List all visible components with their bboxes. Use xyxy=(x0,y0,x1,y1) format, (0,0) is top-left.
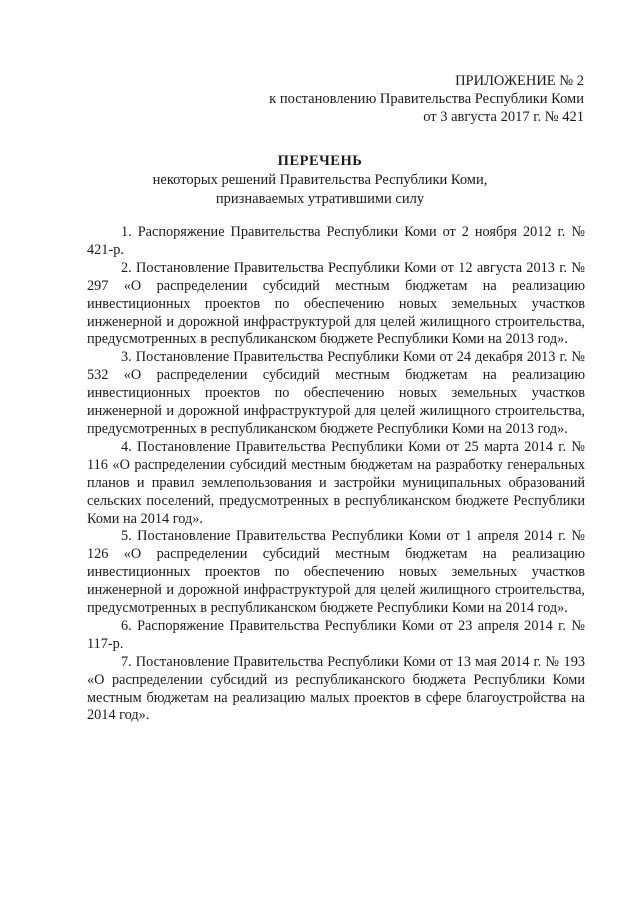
list-item: 2. Постановление Правительства Республики Коми от 12 августа 2013 г. № 297 «О распределении субсидий местным бюджетам на реализацию инвестиционных проектов по обеспечению новых земельных участков инженерной и дорожной инфраструктурой для целей жилищного строительства, предусмотренных в республиканском бюджете Республики Коми на 2013 год». xyxy=(87,259,585,348)
document-heading xyxy=(0,152,640,209)
list-item: 6. Распоряжение Правительства Республики Коми от 23 апреля 2014 г. № 117-р. xyxy=(87,617,585,652)
appendix-resolution-date: от 3 августа 2017 г. № 421 xyxy=(423,109,584,125)
list-item: 4. Постановление Правительства Республики Коми от 25 марта 2014 г. № 116 «О распределении субсидий местным бюджетам на разработку генеральных планов и правил землепользования и застройки муниципальных образований сельских поселений, предусмотренных в республиканском бюджете Республики Коми на 2014 год». xyxy=(87,438,585,527)
document-subtitle-line1: некоторых решений Правительства Республики Коми, xyxy=(152,172,488,188)
document-subtitle-line2: признаваемых утратившими силу xyxy=(215,191,425,207)
decisions-list xyxy=(87,224,585,725)
appendix-header xyxy=(269,72,584,126)
list-item: 5. Постановление Правительства Республики Коми от 1 апреля 2014 г. № 126 «О распределении субсидий местным бюджетам на реализацию инвестиционных проектов по обеспечению новых земельных участков инженерной и дорожной инфраструктурой для целей жилищного строительства, предусмотренных в республиканском бюджете Республики Коми на 2014 год». xyxy=(87,528,585,617)
list-item: 1. Распоряжение Правительства Республики Коми от 2 ноября 2012 г. № 421-р. xyxy=(87,224,585,258)
list-item: 7. Постановление Правительства Республики Коми от 13 мая 2014 г. № 193 «О распределении субсидий из республиканского бюджета Республики Коми местным бюджетам на реализацию малых проектов в сфере благоустройства на 2014 год». xyxy=(87,653,585,724)
list-item: 3. Постановление Правительства Республики Коми от 24 декабря 2013 г. № 532 «О распределении субсидий местным бюджетам на реализацию инвестиционных проектов по обеспечению новых земельных участков инженерной и дорожной инфраструктурой для целей жилищного строительства, предусмотренных в республиканском бюджете Республики Коми на 2013 год». xyxy=(87,349,585,437)
document-title: ПЕРЕЧЕНЬ xyxy=(277,153,363,169)
appendix-resolution-ref: к постановлению Правительства Республики Коми xyxy=(269,91,584,107)
appendix-number: ПРИЛОЖЕНИЕ № 2 xyxy=(455,73,584,89)
